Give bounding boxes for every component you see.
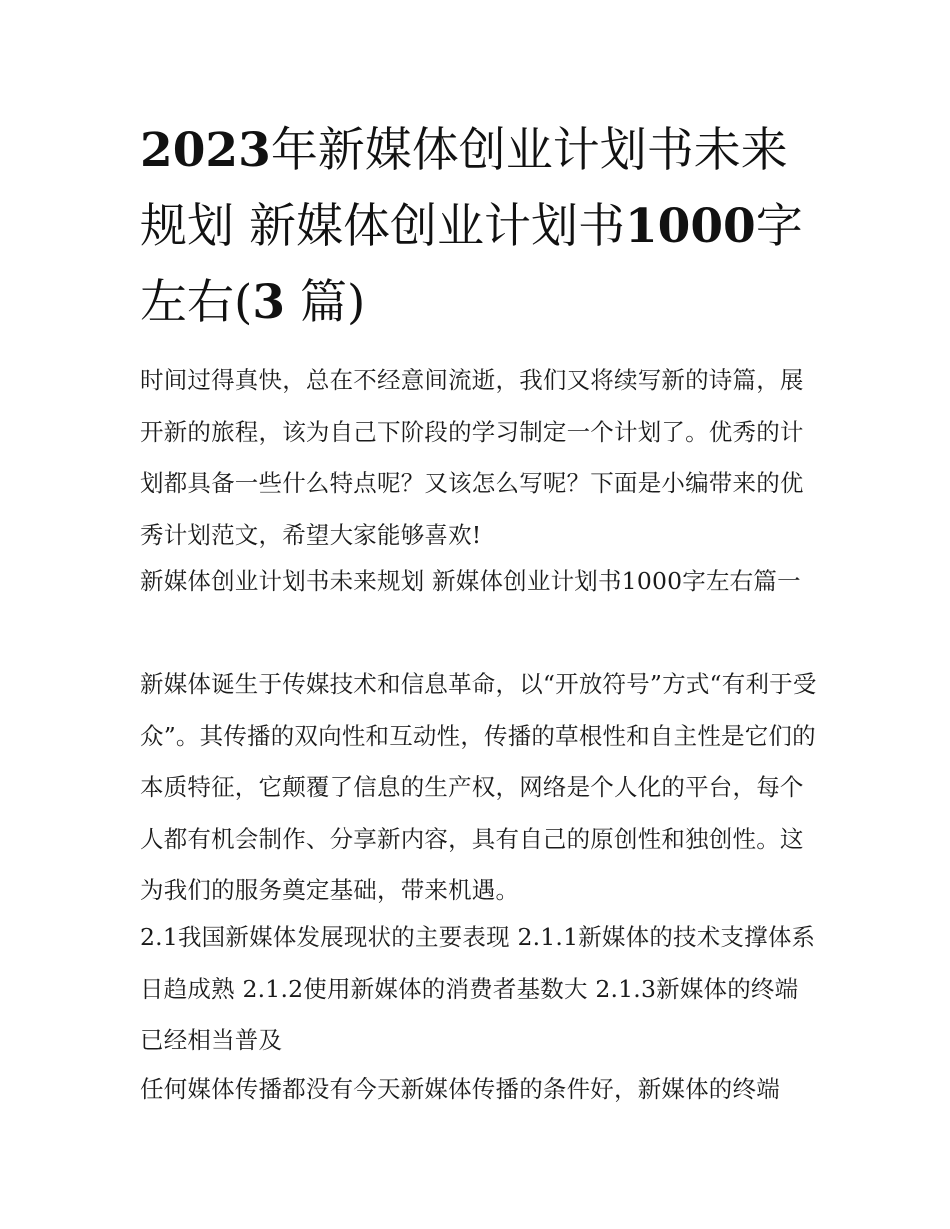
body-paragraph-continued: 任何媒体传播都没有今天新媒体传播的条件好，新媒体的终端 bbox=[140, 1075, 780, 1103]
outline-paragraph: 2.1我国新媒体发展现状的主要表现 2.1.1新媒体的技术支撑体系日趋成熟 2.1.2使用新媒体的消费者基数大 2.1.3新媒体的终端已经相当普及 bbox=[140, 923, 816, 1054]
body-paragraph: 新媒体诞生于传媒技术和信息革命，以“开放符号”方式“有利于受众”。其传播的双向性和互动性，传播的草根性和自主性是它们的本质特征，它颠覆了信息的生产权，网络是个人化的平台，每个人都有机会制作、分享新内容，具有自己的原创性和独创性。这为我们的服务奠定基础，带来机遇。 bbox=[140, 670, 817, 904]
title-word-count: 1000 bbox=[624, 199, 756, 254]
title-piece-count: 3 bbox=[252, 275, 286, 330]
intro-paragraph: 时间过得真快，总在不经意间流逝，我们又将续写新的诗篇，展开新的旅程，该为自己下阶段的学习制定一个计划了。优秀的计划都具备一些什么特点呢？又该怎么写呢？下面是小编带来的优秀计划范文，希望大家能够喜欢! bbox=[140, 366, 804, 549]
title-year: 2023 bbox=[140, 123, 271, 178]
document-title bbox=[140, 113, 820, 341]
title-end: 篇) bbox=[285, 275, 366, 330]
title-text: 年新媒体创业计划书未来规划 新媒体创业计划书 bbox=[140, 123, 788, 254]
title-suffix: 字左右( bbox=[140, 199, 803, 330]
section-heading: 新媒体创业计划书未来规划 新媒体创业计划书1000字左右篇一 bbox=[140, 567, 801, 595]
